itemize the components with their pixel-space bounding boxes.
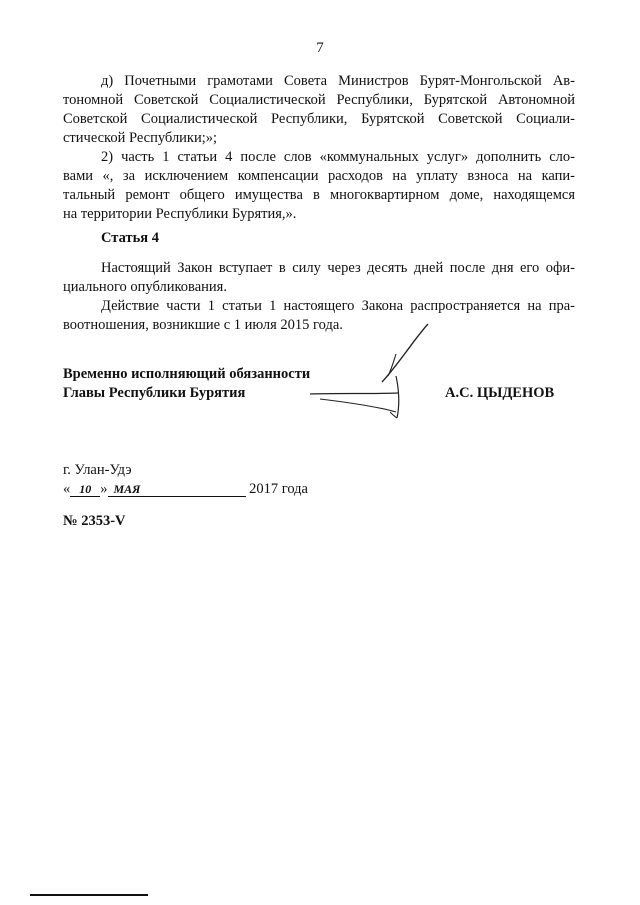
paragraph-d-line-1: д) Почетными грамотами Совета Министров Бурят-Монгольской Ав-	[101, 73, 575, 89]
article-heading: Статья 4	[101, 230, 159, 246]
city: г. Улан-Удэ	[63, 462, 132, 478]
paragraph-2-line-3: тальный ремонт общего имущества в многоквартирном доме, находящемся	[63, 187, 575, 203]
article-p1-line-2: циального опубликования.	[63, 279, 227, 295]
date-close-quote: »	[100, 481, 108, 497]
date-month: МАЯ	[108, 482, 246, 497]
article-p2-line-2: воотношения, возникшие с 1 июля 2015 года.	[63, 317, 343, 333]
paragraph-d-line-2: тономной Советской Социалистической Республики, Бурятской Автономной	[63, 92, 575, 108]
signatory-title-line-2: Главы Республики Бурятия	[63, 385, 246, 401]
signatory-name: А.С. ЦЫДЕНОВ	[445, 385, 555, 401]
paragraph-2-line-4: на территории Республики Бурятия,».	[63, 206, 297, 222]
date-year: 2017 года	[249, 481, 308, 497]
article-p1-line-1: Настоящий Закон вступает в силу через десять дней после дня его офи-	[101, 260, 575, 276]
law-number: № 2353-V	[63, 513, 126, 529]
handwritten-signature	[300, 320, 440, 430]
page-number: 7	[316, 40, 324, 56]
paragraph-d-line-4: стической Республики;»;	[63, 130, 218, 146]
date-day: 10	[70, 482, 100, 497]
paragraph-d-line-3: Советской Социалистической Республики, Бурятской Советской Социали-	[63, 111, 575, 127]
article-p2-line-1: Действие части 1 статьи 1 настоящего Закона распространяется на пра-	[101, 298, 575, 314]
date-open-quote: «	[63, 481, 71, 497]
paragraph-2-line-1: 2) часть 1 статьи 4 после слов «коммунальных услуг» дополнить сло-	[101, 149, 575, 165]
date-line	[63, 480, 308, 499]
footer-rule	[30, 894, 148, 896]
signatory-title-line-1: Временно исполняющий обязанности	[63, 366, 311, 382]
paragraph-2-line-2: вами «, за исключением компенсации расходов на уплату взноса на капи-	[63, 168, 575, 184]
